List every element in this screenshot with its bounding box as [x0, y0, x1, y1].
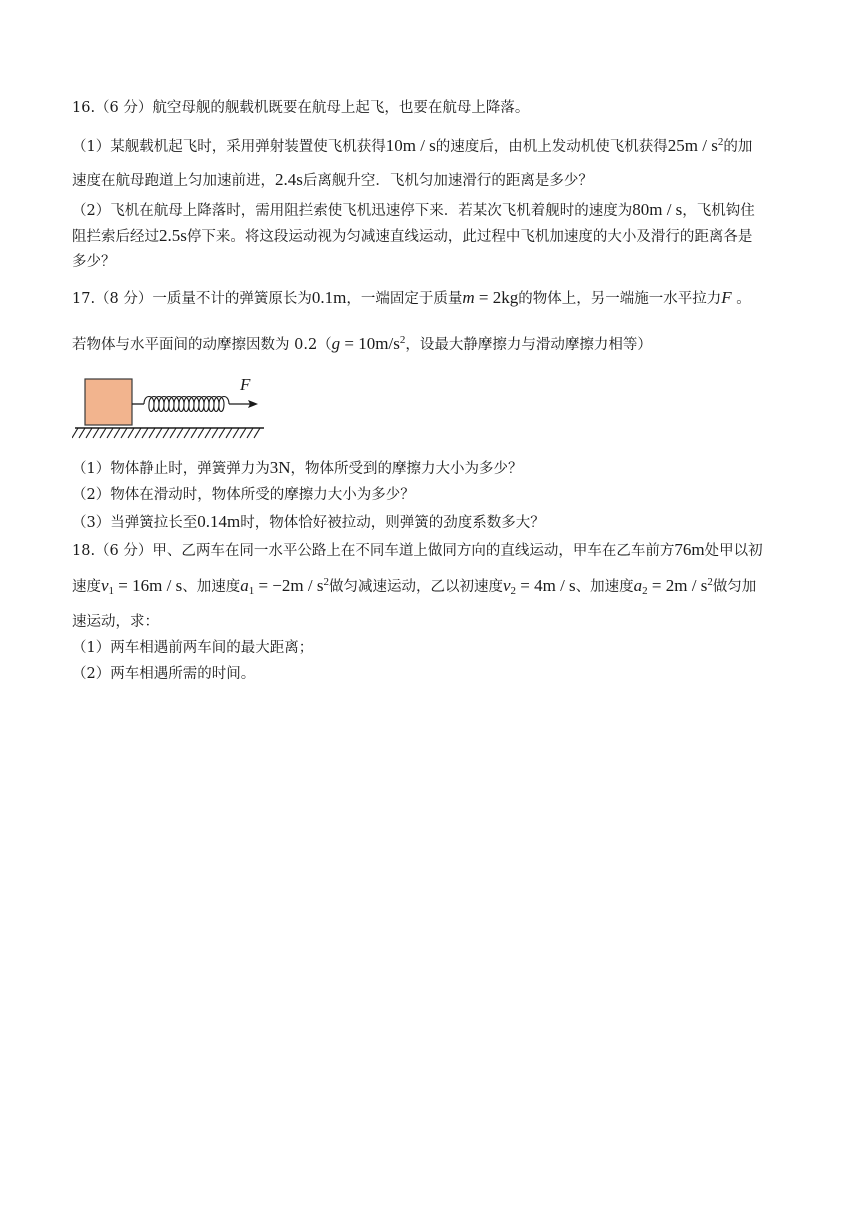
- q17-stem-a: 17.（8 分）一质量不计的弹簧原长为: [72, 291, 312, 307]
- q18-l2-b: 、加速度: [182, 579, 241, 595]
- q18-distance: 76m: [674, 540, 705, 559]
- q18-v2-value: 4m / s: [534, 576, 576, 595]
- q16-part1-line2: [72, 170, 593, 191]
- q18-v1-sub: 1: [108, 585, 115, 597]
- block: [85, 379, 132, 425]
- q17-line2-a: 若物体与水平面间的动摩擦因数为 0.2（: [72, 337, 332, 353]
- q18-l2-e: 做匀加: [712, 579, 757, 595]
- q16-p2-text-a: （2）飞机在航母上降落时，需用阻拦索使飞机迅速停下来．若某次飞机着舰时的速度为: [72, 203, 633, 219]
- block-spring-figure: [72, 376, 267, 442]
- q18-stem-b: 处甲以初: [704, 543, 763, 559]
- q17-g-equals: =: [340, 334, 359, 353]
- q17-stretched-length: 0.14m: [197, 512, 241, 531]
- q17-p3-a: （3）当弹簧拉长至: [72, 515, 198, 531]
- q16-p2-text-b: ，飞机钩住: [682, 203, 755, 219]
- q16-p1-text-e: 后离舰升空．飞机匀加速滑行的距离是多少？: [302, 173, 593, 189]
- q16-p2-text-c: 阻拦索后经过: [72, 229, 159, 245]
- q18-v2-symbol: v: [502, 576, 511, 595]
- q17-stem-d: 。: [731, 291, 751, 307]
- q16-p1-text-a: （1）某舰载机起飞时，采用弹射装置使飞机获得: [72, 139, 386, 155]
- q17-mass-expr: [462, 288, 518, 307]
- q17-part2: [72, 485, 415, 505]
- q18-a1-eq: =: [254, 576, 273, 595]
- q17-stem-line1: [72, 288, 751, 309]
- q16-initial-speed: 10m / s: [385, 136, 436, 155]
- q16-takeoff-time: 2.4s: [275, 170, 303, 189]
- q17-force-symbol: F: [721, 288, 732, 307]
- ground: [72, 428, 264, 438]
- q17-part3: [72, 512, 545, 533]
- q16-part2-line2: [72, 226, 752, 247]
- q18-a2-expr: [634, 576, 713, 595]
- q18-a2-sub: 2: [642, 585, 648, 597]
- q16-stem-text: 16.（6 分）航空母舰的舰载机既要在航母上起飞，也要在航母上降落。: [72, 100, 530, 116]
- q18-v2-sub: 2: [510, 585, 516, 597]
- q18-v2-expr: [503, 576, 576, 595]
- q17-p2-text: （2）物体在滑动时，物体所受的摩擦力大小为多少？: [72, 487, 415, 503]
- q16-stop-time: 2.5s: [159, 226, 187, 245]
- q18-stem-line1: [72, 540, 763, 561]
- q18-l3-text: 速运动，求：: [72, 614, 159, 630]
- q17-stem-line2: [72, 334, 652, 355]
- q18-p2-text: （2）两车相遇所需的时间。: [72, 666, 256, 682]
- q16-landing-speed: 80m / s: [632, 200, 683, 219]
- q16-acc-exponent: 2: [717, 136, 724, 148]
- q17-g-symbol: g: [331, 334, 341, 353]
- q18-l2-d: 、加速度: [575, 579, 634, 595]
- q16-part2-line1: [72, 200, 755, 221]
- q18-v1-eq: =: [114, 576, 133, 595]
- q17-spring-length: 0.1m: [311, 288, 347, 307]
- q18-a1-value: −2m / s: [272, 576, 324, 595]
- q17-p1-b: ，物体所受到的摩擦力大小为多少？: [290, 461, 523, 477]
- q16-part2-line3: [72, 252, 116, 272]
- force-arrow: [229, 400, 258, 408]
- q17-stem-b: ，一端固定于质量: [346, 291, 463, 307]
- q18-a1-expr: [240, 576, 329, 595]
- q18-v2-eq: =: [516, 576, 535, 595]
- q18-a2-eq: =: [647, 576, 666, 595]
- q18-stem-a: 18.（6 分）甲、乙两车在同一水平公路上在不同车道上做同方向的直线运动，甲车在乙车前方: [72, 543, 675, 559]
- q18-v1-symbol: v: [101, 576, 109, 595]
- q17-p3-b: 时，物体恰好被拉动，则弹簧的劲度系数多大？: [240, 515, 545, 531]
- force-label: F: [240, 376, 251, 394]
- q17-mass-symbol: m: [462, 288, 475, 307]
- q17-gravity-expr: [332, 334, 406, 353]
- q18-a2-value: 2m / s: [665, 576, 708, 595]
- q17-part1: [72, 458, 523, 479]
- q18-part1: [72, 638, 313, 658]
- q16-p1-text-c: 的加: [723, 139, 753, 155]
- q17-g-exponent: 2: [399, 334, 406, 346]
- q16-stem: [72, 98, 529, 118]
- q18-a2-symbol: a: [633, 576, 643, 595]
- q16-p2-text-d: 停下来。将这段运动视为匀减速直线运动，此过程中飞机加速度的大小及滑行的距离各是: [186, 229, 753, 245]
- q18-v1-value: 16m / s: [132, 576, 183, 595]
- q18-l2-a: 速度: [72, 579, 101, 595]
- q17-stem-c: 的物体上，另一端施一水平拉力: [518, 291, 722, 307]
- q17-spring-force: 3N: [269, 458, 291, 477]
- q16-acc-value: 25m / s: [667, 136, 718, 155]
- q18-part2: [72, 664, 255, 684]
- q17-mass-value: 2kg: [492, 288, 519, 307]
- q18-p1-text: （1）两车相遇前两车间的最大距离；: [72, 640, 314, 656]
- q18-l2-c: 做匀减速运动，乙以初速度: [328, 579, 503, 595]
- q17-equals: =: [474, 288, 493, 307]
- q18-v1-expr: [101, 576, 182, 595]
- q16-p2-text-e: 多少？: [72, 254, 116, 270]
- q18-a1-exp: 2: [323, 576, 329, 588]
- q16-part1-line1: [72, 136, 752, 157]
- q17-line2-b: ，设最大静摩擦力与滑动摩擦力相等）: [405, 337, 652, 353]
- q17-p1-a: （1）物体静止时，弹簧弹力为: [72, 461, 270, 477]
- q18-a2-exp: 2: [707, 576, 713, 588]
- q18-stem-line3: [72, 612, 159, 632]
- q17-g-value: 10m/s: [358, 334, 400, 353]
- q18-stem-line2: [72, 576, 756, 597]
- q16-p1-text-d: 速度在航母跑道上匀加速前进，: [72, 173, 275, 189]
- spring: [132, 397, 229, 412]
- q16-acceleration: [668, 136, 724, 155]
- q18-a1-sub: 1: [248, 585, 255, 597]
- q16-p1-text-b: 的速度后，由机上发动机使飞机获得: [435, 139, 668, 155]
- q18-a1-symbol: a: [240, 576, 249, 595]
